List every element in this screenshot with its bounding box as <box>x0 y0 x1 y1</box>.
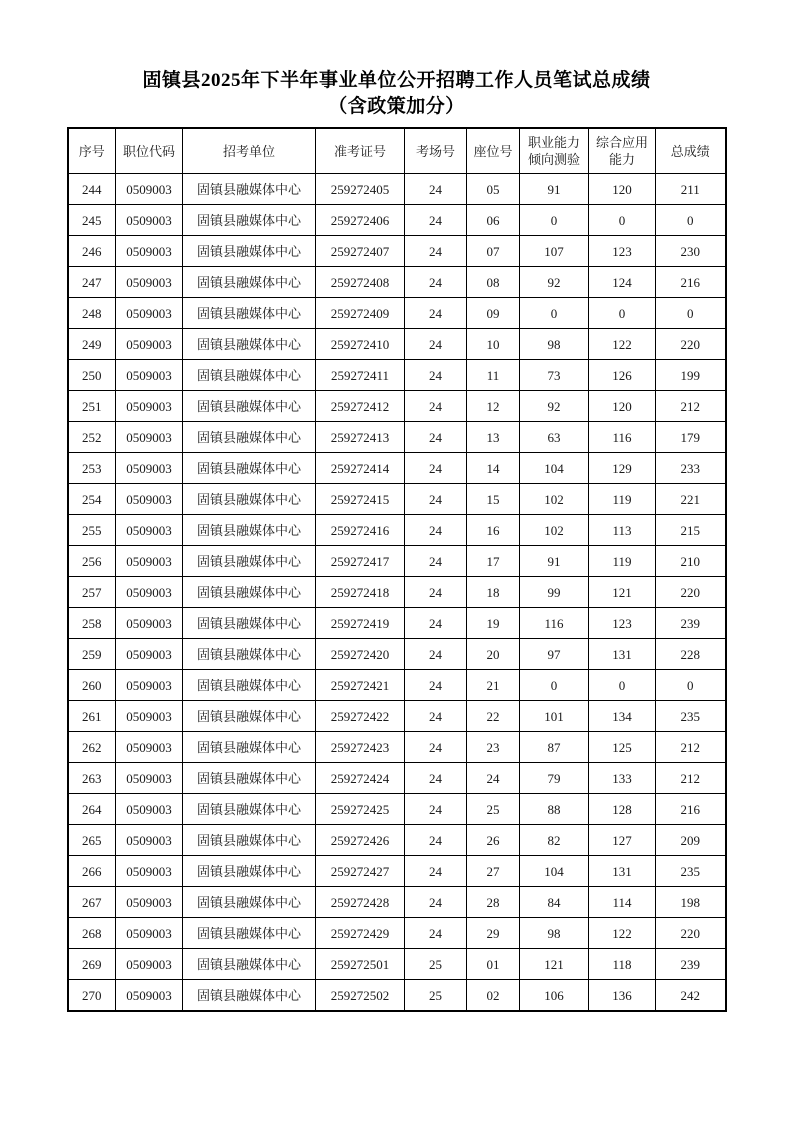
table-cell: 19 <box>467 608 520 639</box>
table-cell: 116 <box>520 608 589 639</box>
table-cell: 254 <box>68 484 116 515</box>
table-cell: 固镇县融媒体中心 <box>183 205 316 236</box>
table-cell: 259272410 <box>316 329 405 360</box>
table-cell: 0509003 <box>116 980 183 1012</box>
table-cell: 14 <box>467 453 520 484</box>
table-cell: 97 <box>520 639 589 670</box>
column-header: 总成绩 <box>656 128 726 174</box>
table-cell: 101 <box>520 701 589 732</box>
table-cell: 259272413 <box>316 422 405 453</box>
table-cell: 固镇县融媒体中心 <box>183 763 316 794</box>
table-cell: 0509003 <box>116 515 183 546</box>
table-cell: 0 <box>656 298 726 329</box>
table-cell: 0 <box>520 670 589 701</box>
column-header: 职业能力倾向测验 <box>520 128 589 174</box>
table-cell: 121 <box>589 577 656 608</box>
table-cell: 0 <box>656 205 726 236</box>
table-cell: 固镇县融媒体中心 <box>183 298 316 329</box>
table-cell: 251 <box>68 391 116 422</box>
table-cell: 固镇县融媒体中心 <box>183 360 316 391</box>
table-cell: 0509003 <box>116 639 183 670</box>
table-cell: 87 <box>520 732 589 763</box>
table-cell: 固镇县融媒体中心 <box>183 639 316 670</box>
table-cell: 220 <box>656 329 726 360</box>
table-cell: 0509003 <box>116 174 183 205</box>
table-cell: 0509003 <box>116 577 183 608</box>
table-cell: 106 <box>520 980 589 1012</box>
table-cell: 24 <box>405 887 467 918</box>
table-cell: 固镇县融媒体中心 <box>183 577 316 608</box>
table-cell: 259272428 <box>316 887 405 918</box>
table-cell: 259272407 <box>316 236 405 267</box>
table-cell: 259272406 <box>316 205 405 236</box>
table-cell: 266 <box>68 856 116 887</box>
table-cell: 98 <box>520 329 589 360</box>
table-cell: 18 <box>467 577 520 608</box>
table-row <box>68 825 726 856</box>
table-cell: 0 <box>656 670 726 701</box>
table-cell: 0509003 <box>116 918 183 949</box>
table-row <box>68 329 726 360</box>
table-row <box>68 205 726 236</box>
table-cell: 259272424 <box>316 763 405 794</box>
table-row <box>68 856 726 887</box>
table-cell: 259272409 <box>316 298 405 329</box>
table-cell: 25 <box>405 980 467 1012</box>
table-cell: 124 <box>589 267 656 298</box>
table-cell: 107 <box>520 236 589 267</box>
table-cell: 253 <box>68 453 116 484</box>
table-cell: 259272417 <box>316 546 405 577</box>
table-cell: 固镇县融媒体中心 <box>183 701 316 732</box>
table-cell: 0509003 <box>116 825 183 856</box>
table-cell: 235 <box>656 701 726 732</box>
table-cell: 259272422 <box>316 701 405 732</box>
table-cell: 27 <box>467 856 520 887</box>
table-cell: 128 <box>589 794 656 825</box>
table-cell: 259272420 <box>316 639 405 670</box>
table-cell: 24 <box>405 329 467 360</box>
table-cell: 136 <box>589 980 656 1012</box>
table-cell: 120 <box>589 174 656 205</box>
table-row <box>68 484 726 515</box>
table-cell: 16 <box>467 515 520 546</box>
table-cell: 0509003 <box>116 701 183 732</box>
table-cell: 249 <box>68 329 116 360</box>
table-cell: 121 <box>520 949 589 980</box>
table-cell: 246 <box>68 236 116 267</box>
table-cell: 104 <box>520 453 589 484</box>
table-cell: 0 <box>589 670 656 701</box>
table-cell: 02 <box>467 980 520 1012</box>
table-cell: 209 <box>656 825 726 856</box>
table-cell: 固镇县融媒体中心 <box>183 236 316 267</box>
table-cell: 22 <box>467 701 520 732</box>
table-cell: 24 <box>405 701 467 732</box>
table-cell: 270 <box>68 980 116 1012</box>
table-cell: 0509003 <box>116 267 183 298</box>
table-cell: 259272501 <box>316 949 405 980</box>
table-cell: 固镇县融媒体中心 <box>183 453 316 484</box>
table-cell: 0509003 <box>116 608 183 639</box>
table-cell: 固镇县融媒体中心 <box>183 949 316 980</box>
table-row <box>68 546 726 577</box>
table-row <box>68 701 726 732</box>
table-cell: 259272423 <box>316 732 405 763</box>
table-cell: 0509003 <box>116 298 183 329</box>
table-cell: 01 <box>467 949 520 980</box>
table-cell: 267 <box>68 887 116 918</box>
table-cell: 0509003 <box>116 360 183 391</box>
table-cell: 固镇县融媒体中心 <box>183 546 316 577</box>
table-cell: 259272421 <box>316 670 405 701</box>
table-cell: 248 <box>68 298 116 329</box>
table-cell: 259272502 <box>316 980 405 1012</box>
table-cell: 24 <box>405 391 467 422</box>
table-cell: 固镇县融媒体中心 <box>183 732 316 763</box>
table-cell: 11 <box>467 360 520 391</box>
table-cell: 73 <box>520 360 589 391</box>
table-cell: 123 <box>589 236 656 267</box>
table-cell: 233 <box>656 453 726 484</box>
table-cell: 268 <box>68 918 116 949</box>
table-cell: 198 <box>656 887 726 918</box>
table-cell: 固镇县融媒体中心 <box>183 174 316 205</box>
column-header: 职位代码 <box>116 128 183 174</box>
table-cell: 113 <box>589 515 656 546</box>
table-cell: 20 <box>467 639 520 670</box>
table-cell: 256 <box>68 546 116 577</box>
table-cell: 07 <box>467 236 520 267</box>
table-row <box>68 887 726 918</box>
table-cell: 0509003 <box>116 856 183 887</box>
table-row <box>68 732 726 763</box>
table-cell: 13 <box>467 422 520 453</box>
table-cell: 24 <box>405 298 467 329</box>
table-cell: 220 <box>656 918 726 949</box>
table-cell: 122 <box>589 918 656 949</box>
table-cell: 252 <box>68 422 116 453</box>
table-cell: 261 <box>68 701 116 732</box>
table-cell: 259272408 <box>316 267 405 298</box>
table-cell: 固镇县融媒体中心 <box>183 670 316 701</box>
table-cell: 262 <box>68 732 116 763</box>
table-cell: 255 <box>68 515 116 546</box>
table-row <box>68 515 726 546</box>
table-cell: 259272429 <box>316 918 405 949</box>
table-cell: 216 <box>656 794 726 825</box>
table-cell: 24 <box>405 639 467 670</box>
table-cell: 23 <box>467 732 520 763</box>
table-row <box>68 453 726 484</box>
table-cell: 99 <box>520 577 589 608</box>
table-cell: 114 <box>589 887 656 918</box>
table-cell: 259272427 <box>316 856 405 887</box>
table-cell: 102 <box>520 484 589 515</box>
table-cell: 0509003 <box>116 205 183 236</box>
table-cell: 0509003 <box>116 236 183 267</box>
table-cell: 09 <box>467 298 520 329</box>
table-cell: 固镇县融媒体中心 <box>183 484 316 515</box>
table-cell: 29 <box>467 918 520 949</box>
table-cell: 127 <box>589 825 656 856</box>
table-cell: 259272418 <box>316 577 405 608</box>
table-cell: 123 <box>589 608 656 639</box>
table-cell: 119 <box>589 546 656 577</box>
table-cell: 固镇县融媒体中心 <box>183 918 316 949</box>
table-cell: 221 <box>656 484 726 515</box>
table-cell: 0509003 <box>116 453 183 484</box>
table-cell: 24 <box>405 267 467 298</box>
table-cell: 79 <box>520 763 589 794</box>
table-row <box>68 608 726 639</box>
table-cell: 259272415 <box>316 484 405 515</box>
table-cell: 0509003 <box>116 484 183 515</box>
table-cell: 126 <box>589 360 656 391</box>
table-cell: 247 <box>68 267 116 298</box>
column-header: 准考证号 <box>316 128 405 174</box>
table-cell: 24 <box>405 825 467 856</box>
table-cell: 220 <box>656 577 726 608</box>
table-cell: 82 <box>520 825 589 856</box>
table-cell: 25 <box>405 949 467 980</box>
table-row <box>68 360 726 391</box>
table-cell: 199 <box>656 360 726 391</box>
column-header: 考场号 <box>405 128 467 174</box>
table-cell: 129 <box>589 453 656 484</box>
table-cell: 120 <box>589 391 656 422</box>
table-row <box>68 639 726 670</box>
table-cell: 17 <box>467 546 520 577</box>
table-cell: 15 <box>467 484 520 515</box>
table-cell: 212 <box>656 763 726 794</box>
table-cell: 0509003 <box>116 329 183 360</box>
table-cell: 118 <box>589 949 656 980</box>
column-header: 座位号 <box>467 128 520 174</box>
column-header: 招考单位 <box>183 128 316 174</box>
table-cell: 21 <box>467 670 520 701</box>
table-cell: 24 <box>405 918 467 949</box>
table-cell: 0509003 <box>116 949 183 980</box>
title-line2: （含政策加分） <box>328 96 465 117</box>
table-cell: 24 <box>405 794 467 825</box>
table-row <box>68 298 726 329</box>
table-cell: 239 <box>656 608 726 639</box>
table-cell: 固镇县融媒体中心 <box>183 422 316 453</box>
table-cell: 216 <box>656 267 726 298</box>
table-cell: 245 <box>68 205 116 236</box>
table-cell: 92 <box>520 267 589 298</box>
table-cell: 24 <box>405 205 467 236</box>
table-cell: 0509003 <box>116 763 183 794</box>
table-cell: 固镇县融媒体中心 <box>183 515 316 546</box>
table-cell: 25 <box>467 794 520 825</box>
table-cell: 0509003 <box>116 391 183 422</box>
table-cell: 24 <box>405 453 467 484</box>
table-row <box>68 918 726 949</box>
table-cell: 10 <box>467 329 520 360</box>
table-body <box>68 174 726 1012</box>
table-cell: 84 <box>520 887 589 918</box>
table-cell: 26 <box>467 825 520 856</box>
table-row <box>68 949 726 980</box>
table-cell: 259272414 <box>316 453 405 484</box>
table-cell: 242 <box>656 980 726 1012</box>
table-cell: 固镇县融媒体中心 <box>183 329 316 360</box>
table-row <box>68 980 726 1012</box>
column-header: 序号 <box>68 128 116 174</box>
table-cell: 12 <box>467 391 520 422</box>
table-cell: 259272411 <box>316 360 405 391</box>
table-cell: 215 <box>656 515 726 546</box>
table-cell: 0509003 <box>116 794 183 825</box>
table-cell: 239 <box>656 949 726 980</box>
table-cell: 265 <box>68 825 116 856</box>
table-header <box>68 128 726 174</box>
table-cell: 125 <box>589 732 656 763</box>
table-row <box>68 267 726 298</box>
table-cell: 104 <box>520 856 589 887</box>
table-cell: 264 <box>68 794 116 825</box>
table-cell: 固镇县融媒体中心 <box>183 887 316 918</box>
table-cell: 24 <box>405 515 467 546</box>
table-cell: 28 <box>467 887 520 918</box>
table-cell: 263 <box>68 763 116 794</box>
table-row <box>68 763 726 794</box>
table-cell: 24 <box>405 577 467 608</box>
table-cell: 24 <box>405 856 467 887</box>
table-cell: 0509003 <box>116 670 183 701</box>
table-cell: 119 <box>589 484 656 515</box>
table-cell: 98 <box>520 918 589 949</box>
table-cell: 259272426 <box>316 825 405 856</box>
table-row <box>68 236 726 267</box>
table-cell: 258 <box>68 608 116 639</box>
table-cell: 0509003 <box>116 887 183 918</box>
table-cell: 269 <box>68 949 116 980</box>
table-cell: 24 <box>405 484 467 515</box>
table-cell: 212 <box>656 732 726 763</box>
table-cell: 259272425 <box>316 794 405 825</box>
table-cell: 固镇县融媒体中心 <box>183 980 316 1012</box>
table-row <box>68 422 726 453</box>
table-cell: 08 <box>467 267 520 298</box>
scores-table <box>67 127 727 1012</box>
table-cell: 250 <box>68 360 116 391</box>
table-cell: 固镇县融媒体中心 <box>183 825 316 856</box>
table-cell: 133 <box>589 763 656 794</box>
table-cell: 24 <box>405 670 467 701</box>
table-cell: 91 <box>520 546 589 577</box>
table-cell: 24 <box>405 608 467 639</box>
table-cell: 0 <box>520 205 589 236</box>
table-row <box>68 794 726 825</box>
title-line1: 固镇县2025年下半年事业单位公开招聘工作人员笔试总成绩 <box>142 70 651 91</box>
table-cell: 259 <box>68 639 116 670</box>
table-cell: 259272405 <box>316 174 405 205</box>
table-cell: 134 <box>589 701 656 732</box>
table-cell: 24 <box>405 236 467 267</box>
table-cell: 259272416 <box>316 515 405 546</box>
table-cell: 244 <box>68 174 116 205</box>
header-row <box>68 128 726 174</box>
table-cell: 24 <box>467 763 520 794</box>
table-cell: 05 <box>467 174 520 205</box>
table-cell: 0 <box>589 298 656 329</box>
table-cell: 24 <box>405 732 467 763</box>
table-cell: 24 <box>405 174 467 205</box>
table-cell: 259272419 <box>316 608 405 639</box>
table-cell: 116 <box>589 422 656 453</box>
table-cell: 122 <box>589 329 656 360</box>
table-cell: 0 <box>589 205 656 236</box>
table-cell: 0509003 <box>116 422 183 453</box>
table-cell: 06 <box>467 205 520 236</box>
table-cell: 固镇县融媒体中心 <box>183 856 316 887</box>
table-cell: 91 <box>520 174 589 205</box>
table-cell: 92 <box>520 391 589 422</box>
table-cell: 131 <box>589 639 656 670</box>
column-header: 综合应用能力 <box>589 128 656 174</box>
table-cell: 固镇县融媒体中心 <box>183 267 316 298</box>
table-cell: 24 <box>405 763 467 794</box>
table-cell: 257 <box>68 577 116 608</box>
table-cell: 63 <box>520 422 589 453</box>
table-cell: 0509003 <box>116 732 183 763</box>
table-cell: 102 <box>520 515 589 546</box>
table-cell: 210 <box>656 546 726 577</box>
table-cell: 260 <box>68 670 116 701</box>
table-cell: 131 <box>589 856 656 887</box>
table-cell: 228 <box>656 639 726 670</box>
table-cell: 固镇县融媒体中心 <box>183 794 316 825</box>
table-cell: 0509003 <box>116 546 183 577</box>
table-cell: 211 <box>656 174 726 205</box>
table-cell: 24 <box>405 360 467 391</box>
table-cell: 230 <box>656 236 726 267</box>
table-cell: 212 <box>656 391 726 422</box>
table-cell: 24 <box>405 546 467 577</box>
page-title <box>0 0 793 120</box>
table-cell: 24 <box>405 422 467 453</box>
table-cell: 88 <box>520 794 589 825</box>
table-row <box>68 670 726 701</box>
table-row <box>68 577 726 608</box>
table-cell: 固镇县融媒体中心 <box>183 608 316 639</box>
table-cell: 0 <box>520 298 589 329</box>
table-cell: 259272412 <box>316 391 405 422</box>
table-row <box>68 174 726 205</box>
table-cell: 固镇县融媒体中心 <box>183 391 316 422</box>
table-cell: 179 <box>656 422 726 453</box>
table-row <box>68 391 726 422</box>
table-cell: 235 <box>656 856 726 887</box>
